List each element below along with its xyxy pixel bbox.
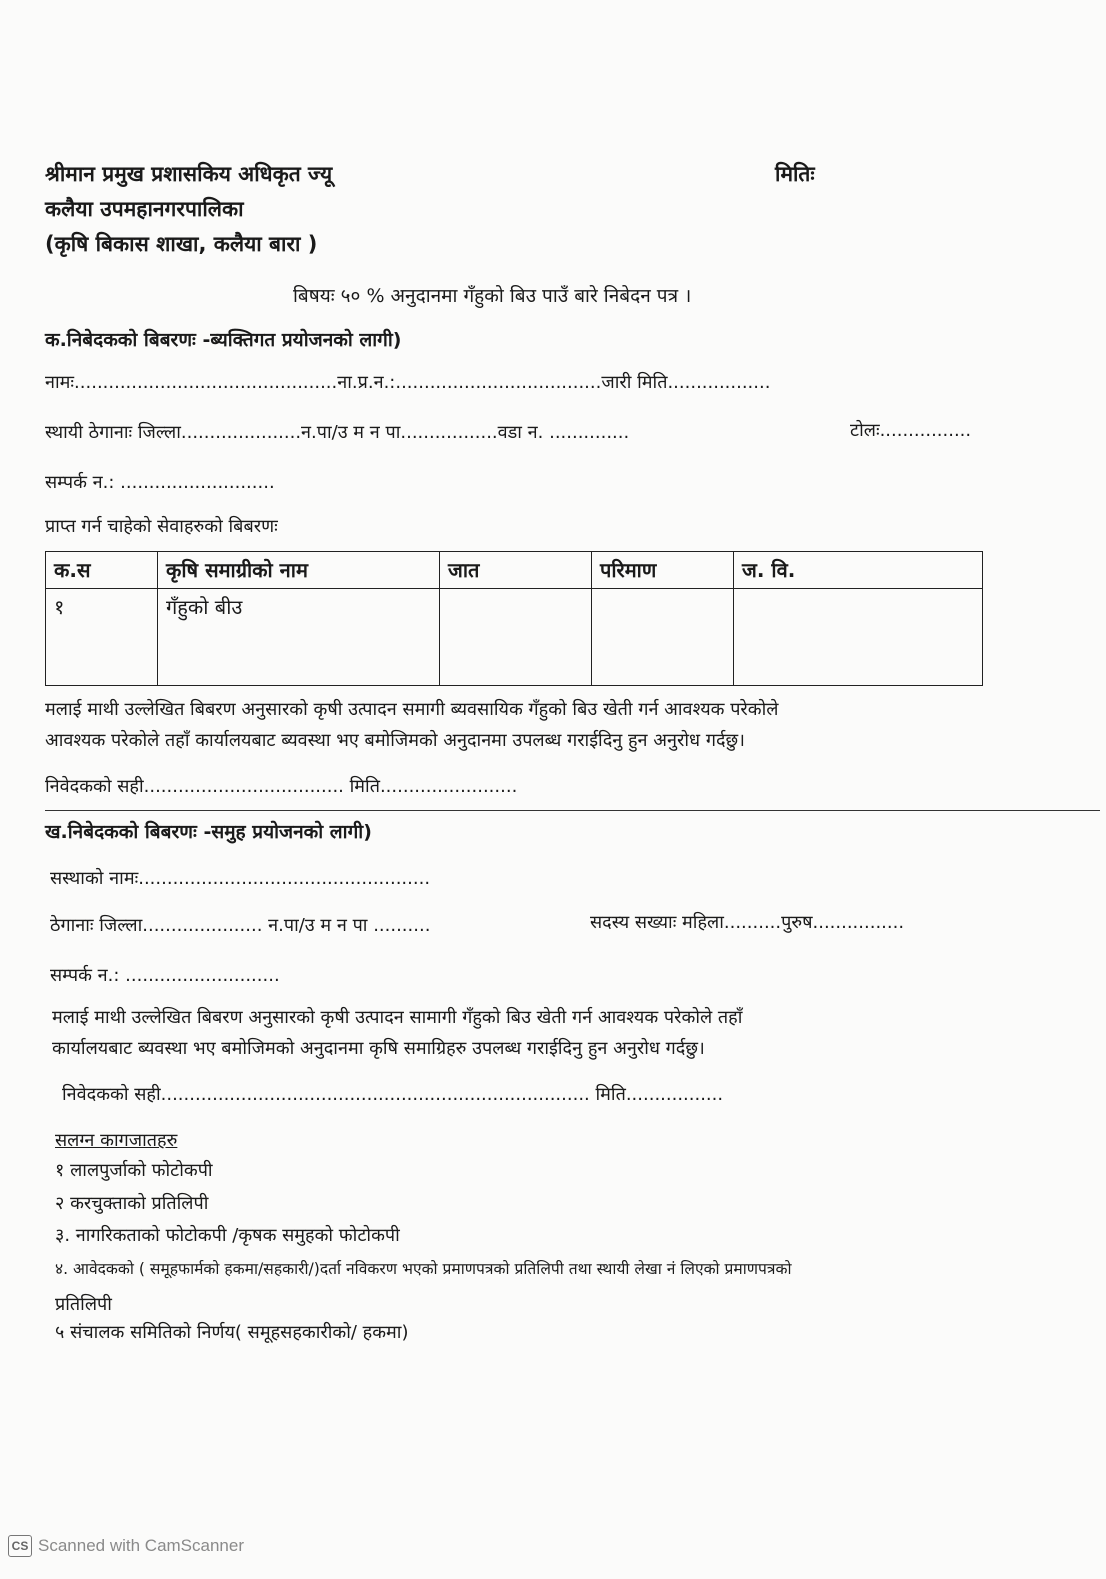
addressee-line-3: (कृषि बिकास शाखा, कलैया बारा ) <box>45 232 318 256</box>
section-kha-heading: ख.निबेदकको बिबरणः -समुह प्रयोजनको लागी) <box>45 821 372 843</box>
request-kha-line-1: मलाई माथी उल्लेखित बिबरण अनुसारको कृषी उत्पादन सामागी गँहुको बिउ खेती गर्न आवश्यक परेकोले तहाँ <box>52 1007 743 1028</box>
camscanner-logo: CS <box>8 1535 32 1557</box>
cell-serial: १ <box>46 589 158 686</box>
camscanner-watermark: Scanned with CamScanner <box>38 1536 245 1555</box>
name-field-line: नामः..............................................ना.प्र.न.:....................................जारी मिति.................. <box>45 372 771 393</box>
attachment-item: २ करचुक्ताको प्रतिलिपी <box>55 1193 209 1214</box>
kha-address-field-line: ठेगानाः जिल्ला..................... न.पा/उ म न पा .......... <box>50 915 431 936</box>
services-label: प्राप्त गर्न चाहेको सेवाहरुको बिबरणः <box>45 516 278 537</box>
table-row <box>46 589 983 686</box>
addressee-line-2: कलैया उपमहानगरपालिका <box>45 197 244 221</box>
cell-remarks <box>734 589 983 686</box>
cell-variety <box>440 589 592 686</box>
contact-field-line: सम्पर्क न.: ........................... <box>45 472 275 493</box>
attachment-item: प्रतिलिपी <box>55 1294 112 1315</box>
attachment-item: १ लालपुर्जाको फोटोकपी <box>55 1160 213 1181</box>
address-field-line: स्थायी ठेगानाः जिल्ला.....................न.पा/उ म न पा.................वडा न. .............. <box>45 422 630 443</box>
col-header-quantity: परिमाण <box>592 552 734 589</box>
org-name-field-line: सस्थाको नामः................................................... <box>50 868 431 889</box>
col-header-serial: क.स <box>46 552 158 589</box>
cell-quantity <box>592 589 734 686</box>
section-ka-heading: क.निबेदकको बिबरणः -ब्यक्तिगत प्रयोजनको लागी) <box>45 329 402 351</box>
signature-kha-line: निवेदकको सही........................................................................... मिति................. <box>62 1084 724 1105</box>
kha-contact-field-line: सम्पर्क न.: ........................... <box>50 965 280 986</box>
services-table <box>45 551 983 686</box>
col-header-variety: जात <box>440 552 592 589</box>
request-ka-line-1: मलाई माथी उल्लेखित बिबरण अनुसारको कृषी उत्पादन समागी ब्यवसायिक गँहुको बिउ खेती गर्न आवश्यक परेकोले <box>45 699 779 720</box>
request-ka-line-2: आवश्यक परेकोले तहाँ कार्यालयबाट ब्यवस्था भए बमोजिमको अनुदानमा उपलब्ध गराईदिनु हुन अनुरोध गर्दछु। <box>45 730 745 751</box>
attachment-item: ४. आवेदकको ( समूहफार्मको हकमा/सहकारी/)दर्ता नविकरण भएको प्रमाणपत्रको प्रतिलिपी तथा स्थायी लेखा नं लिएको प्रमाणपत्रको <box>55 1260 792 1278</box>
request-kha-line-2: कार्यालयबाट ब्यवस्था भए बमोजिमको अनुदानमा कृषि समाग्रिहरु उपलब्ध गराईदिनु हुन अनुरोध गर्दछु। <box>52 1038 705 1059</box>
section-divider <box>45 810 1100 811</box>
signature-ka-line: निवेदकको सही................................... मिति........................ <box>45 776 518 797</box>
attachment-item: ३. नागरिकताको फोटोकपी /कृषक समुहको फोटोकपी <box>55 1225 400 1246</box>
col-header-item-name: कृषि समाग्रीको नाम <box>158 552 440 589</box>
attachment-item: ५ संचालक समितिको निर्णय( समूहसहकारीको/ हकमा) <box>55 1322 409 1343</box>
col-header-remarks: ज. वि. <box>734 552 983 589</box>
member-count-field: सदस्य सख्याः महिला..........पुरुष................ <box>590 912 905 933</box>
addressee-line-1: श्रीमान प्रमुख प्रशासकिय अधिकृत ज्यू <box>45 162 333 186</box>
table-header-row <box>46 552 983 589</box>
cell-item-name: गँहुको बीउ <box>158 589 440 686</box>
tole-field: टोलः................ <box>850 420 972 441</box>
attachments-heading: सलग्न कागजातहरु <box>55 1130 178 1151</box>
date-label: मितिः <box>775 162 815 186</box>
subject-line: बिषयः ५० % अनुदानमा गँहुको बिउ पाउँ बारे निबेदन पत्र । <box>293 285 692 307</box>
